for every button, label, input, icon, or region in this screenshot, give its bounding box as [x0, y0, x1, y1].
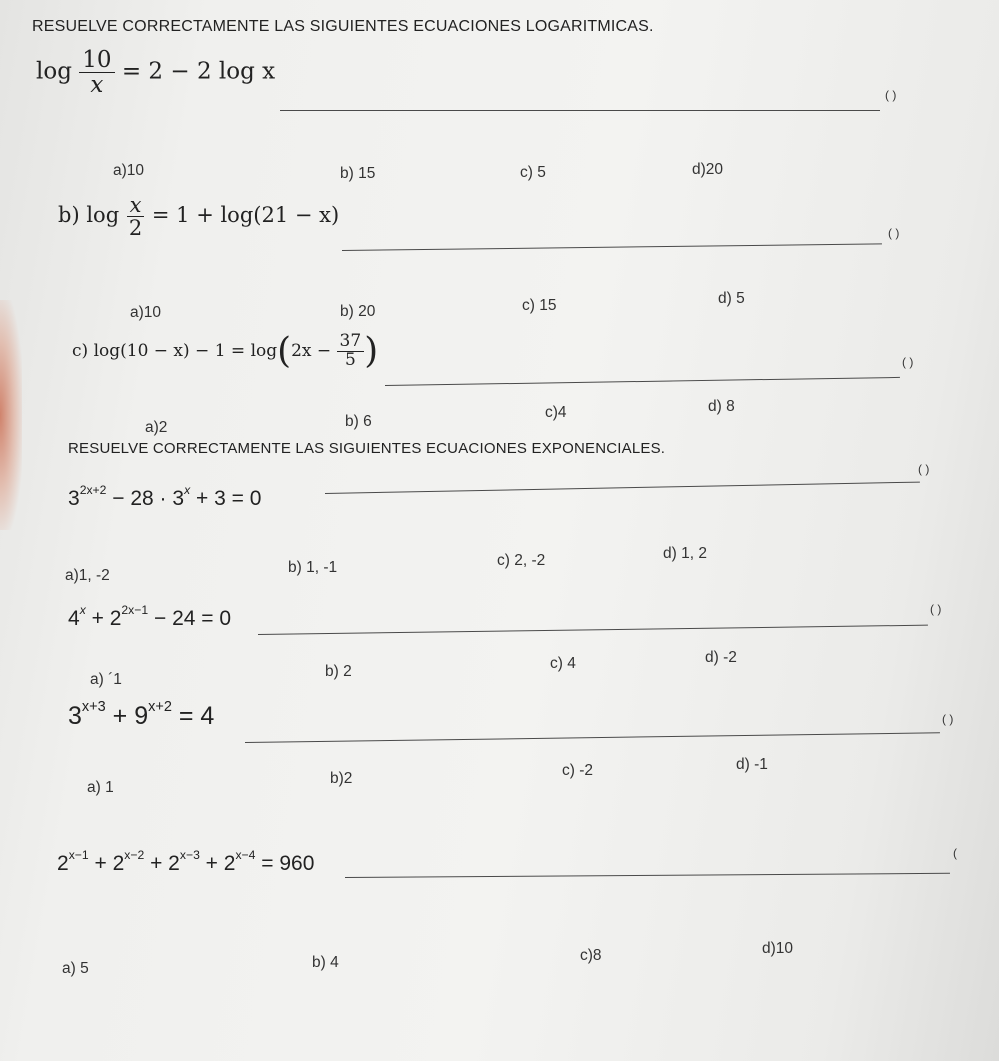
- answer-line-log-1[interactable]: [280, 110, 880, 111]
- exp-1-option-b[interactable]: b) 1, -1: [288, 559, 338, 576]
- log-1-option-a[interactable]: a)10: [113, 162, 145, 179]
- answer-paren-log-2[interactable]: ( ): [888, 226, 900, 240]
- log-3-option-c[interactable]: c)4: [545, 404, 567, 421]
- log-problem-2-equation: b) log $\frac{x}{2}$ = 1 + log(21 − x): [58, 193, 340, 241]
- exp-2-option-c[interactable]: c) 4: [550, 655, 576, 672]
- exp-4-option-b[interactable]: b) 4: [312, 954, 339, 971]
- exp-section-heading: RESUELVE CORRECTAMENTE LAS SIGUIENTES ECUACIONES EXPONENCIALES.: [68, 440, 666, 457]
- log-1-option-b[interactable]: b) 15: [340, 165, 376, 182]
- log-3-option-d[interactable]: d) 8: [708, 398, 735, 415]
- answer-line-exp-2[interactable]: [258, 625, 928, 636]
- exp-4-option-d[interactable]: d)10: [762, 940, 794, 957]
- answer-line-log-3[interactable]: [385, 377, 900, 386]
- log-2-option-a[interactable]: a)10: [130, 304, 162, 321]
- answer-paren-exp-4[interactable]: (: [953, 846, 957, 860]
- exp-2-option-a[interactable]: a) ´1: [90, 671, 122, 688]
- exp-problem-3-equation: $3^{x+3} + 9^{x+2} = 4$: [68, 698, 215, 730]
- exp-4-option-c[interactable]: c)8: [580, 947, 602, 964]
- exp-1-option-a[interactable]: a)1, -2: [65, 567, 110, 584]
- answer-paren-exp-2[interactable]: ( ): [930, 602, 942, 616]
- exp-3-option-c[interactable]: c) -2: [562, 762, 593, 779]
- log-problem-1-equation: log $\frac{10}{x}$ = 2 − 2 log x: [36, 47, 276, 99]
- finger-shadow: [0, 300, 22, 530]
- exp-1-option-c[interactable]: c) 2, -2: [497, 552, 546, 569]
- log-problem-3-equation: c) log(10 − x) − 1 = log(2x − $\frac{37}{5}$ ): [72, 330, 379, 372]
- log-2-option-d[interactable]: d) 5: [718, 290, 745, 307]
- exp-problem-2-equation: $4^x + 2^{2x-1} - 24 = 0$: [68, 603, 232, 630]
- exp-3-option-d[interactable]: d) -1: [736, 756, 768, 773]
- log-section-heading: RESUELVE CORRECTAMENTE LAS SIGUIENTES ECUACIONES LOGARITMICAS.: [32, 18, 654, 35]
- answer-line-exp-3[interactable]: [245, 732, 940, 743]
- answer-line-exp-4[interactable]: [345, 873, 950, 878]
- answer-paren-log-1[interactable]: ( ): [885, 88, 897, 102]
- log-2-option-c[interactable]: c) 15: [522, 297, 557, 314]
- exp-3-option-b[interactable]: b)2: [330, 770, 353, 787]
- log-3-option-a[interactable]: a)2: [145, 419, 168, 436]
- log-problem-3-label: c): [72, 340, 89, 361]
- exp-4-option-a[interactable]: a) 5: [62, 960, 89, 977]
- log-1-option-d[interactable]: d)20: [692, 161, 724, 178]
- answer-line-log-2[interactable]: [342, 243, 882, 251]
- exp-3-option-a[interactable]: a) 1: [87, 779, 114, 796]
- log-1-option-c[interactable]: c) 5: [520, 164, 546, 181]
- answer-paren-log-3[interactable]: ( ): [902, 355, 914, 369]
- log-2-option-b[interactable]: b) 20: [340, 303, 376, 320]
- exp-problem-4-equation: $2^{x-1} + 2^{x-2} + 2^{x-3} + 2^{x-4} = 960$: [57, 848, 315, 875]
- log-problem-2-label: b): [58, 203, 80, 228]
- answer-line-exp-1[interactable]: [325, 482, 920, 495]
- answer-paren-exp-1[interactable]: ( ): [918, 462, 930, 476]
- exp-1-option-d[interactable]: d) 1, 2: [663, 545, 707, 562]
- log-3-option-b[interactable]: b) 6: [345, 413, 372, 430]
- answer-paren-exp-3[interactable]: ( ): [942, 712, 954, 726]
- exp-2-option-b[interactable]: b) 2: [325, 663, 352, 680]
- exp-problem-1-equation: $3^{2x+2} - 28 \cdot 3^x + 3 = 0$: [68, 483, 262, 510]
- exp-2-option-d[interactable]: d) -2: [705, 649, 737, 666]
